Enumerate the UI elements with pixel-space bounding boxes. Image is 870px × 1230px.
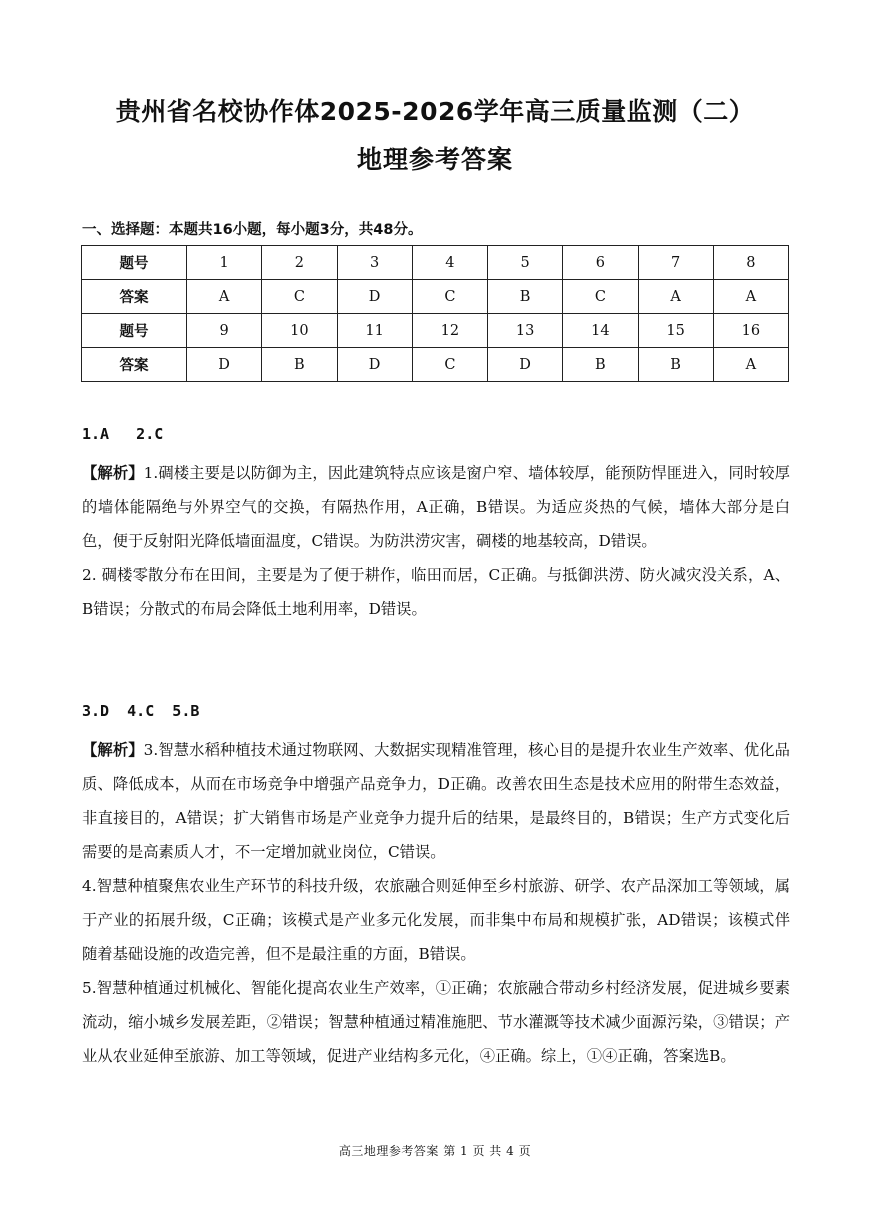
table-cell: A [713, 280, 788, 314]
table-cell: C [412, 348, 487, 382]
explanation-text: 1.碉楼主要是以防御为主，因此建筑特点应该是窗户窄、墙体较厚，能预防悍匪进入，同时较厚的墙体能隔绝与外界空气的交换，有隔热作用，A正确，B错误。为适应炎热的气候，墙体大部分是白色，便于反射阳光降低墙面温度，C错误。为防洪涝灾害，碉楼的地基较高，D错误。 [82, 464, 790, 550]
answer-summary: 1.A 2.C [82, 425, 164, 443]
table-cell: D [187, 348, 262, 382]
explanation-paragraph [82, 971, 790, 1073]
explanation-paragraph [82, 558, 790, 626]
section-heading: 一、选择题：本题共16小题，每小题3分，共48分。 [82, 222, 423, 238]
table-cell: 13 [488, 314, 563, 348]
table-cell: 16 [713, 314, 788, 348]
answer-table-row [82, 314, 789, 348]
answer-table-row [82, 246, 789, 280]
table-cell: D [337, 280, 412, 314]
table-cell: 4 [412, 246, 487, 280]
analysis-tag: 【解析】 [82, 464, 144, 482]
table-cell: D [337, 348, 412, 382]
table-cell: B [638, 348, 713, 382]
explanation-text: 3.智慧水稻种植技术通过物联网、大数据实现精准管理，核心目的是提升农业生产效率、优化品质、降低成本，从而在市场竞争中增强产品竞争力，D正确。改善农田生态是技术应用的附带生态效益，非直接目的，A错误；扩大销售市场是产业竞争力提升后的结果，是最终目的，B错误；生产方式变化后需要的是高素质人才，不一定增加就业岗位，C错误。 [82, 741, 790, 861]
table-cell: 15 [638, 314, 713, 348]
row-header: 答案 [82, 280, 187, 314]
table-cell: C [262, 280, 337, 314]
table-cell: B [563, 348, 638, 382]
table-cell: C [563, 280, 638, 314]
table-cell: 7 [638, 246, 713, 280]
row-header: 题号 [82, 246, 187, 280]
table-cell: D [488, 348, 563, 382]
table-cell: A [713, 348, 788, 382]
table-cell: 10 [262, 314, 337, 348]
explanation-paragraph [82, 456, 790, 558]
page-footer: 高三地理参考答案 第 1 页 共 4 页 [338, 1144, 532, 1158]
explanation-block-1-2 [82, 425, 790, 626]
table-cell: A [187, 280, 262, 314]
document-subtitle: 地理参考答案 [356, 145, 513, 174]
row-header: 答案 [82, 348, 187, 382]
table-cell: 8 [713, 246, 788, 280]
table-cell: 3 [337, 246, 412, 280]
answer-summary: 3.D 4.C 5.B [82, 702, 200, 720]
table-cell: 1 [187, 246, 262, 280]
explanation-block-3-5 [82, 702, 790, 1073]
table-cell: B [488, 280, 563, 314]
table-cell: A [638, 280, 713, 314]
table-cell: 12 [412, 314, 487, 348]
table-cell: C [412, 280, 487, 314]
explanation-text: 4.智慧种植聚焦农业生产环节的科技升级，农旅融合则延伸至乡村旅游、研学、农产品深加工等领域，属于产业的拓展升级，C正确；该模式是产业多元化发展，而非集中布局和规模扩张，AD错误；该模式伴随着基础设施的改造完善，但不是最注重的方面，B错误。 [82, 877, 790, 963]
table-cell: 5 [488, 246, 563, 280]
table-cell: 14 [563, 314, 638, 348]
table-cell: 2 [262, 246, 337, 280]
table-cell: 9 [187, 314, 262, 348]
analysis-tag: 【解析】 [82, 741, 144, 759]
table-cell: B [262, 348, 337, 382]
explanation-text: 2. 碉楼零散分布在田间，主要是为了便于耕作，临田而居，C正确。与抵御洪涝、防火减灾没关系，A、B错误；分散式的布局会降低土地利用率，D错误。 [82, 566, 790, 618]
explanation-text: 5.智慧种植通过机械化、智能化提高农业生产效率，①正确；农旅融合带动乡村经济发展，促进城乡要素流动，缩小城乡发展差距，②错误；智慧种植通过精准施肥、节水灌溉等技术减少面源污染，③错误；产业从农业延伸至旅游、加工等领域，促进产业结构多元化，④正确。综上，①④正确，答案选B。 [82, 979, 790, 1065]
answer-table-row [82, 348, 789, 382]
document-title: 贵州省名校协作体2025-2026学年高三质量监测（二） [115, 97, 755, 126]
explanation-paragraph [82, 733, 790, 869]
table-cell: 6 [563, 246, 638, 280]
table-cell: 11 [337, 314, 412, 348]
answer-table [81, 245, 789, 382]
answer-table-row [82, 280, 789, 314]
row-header: 题号 [82, 314, 187, 348]
explanation-paragraph [82, 869, 790, 971]
